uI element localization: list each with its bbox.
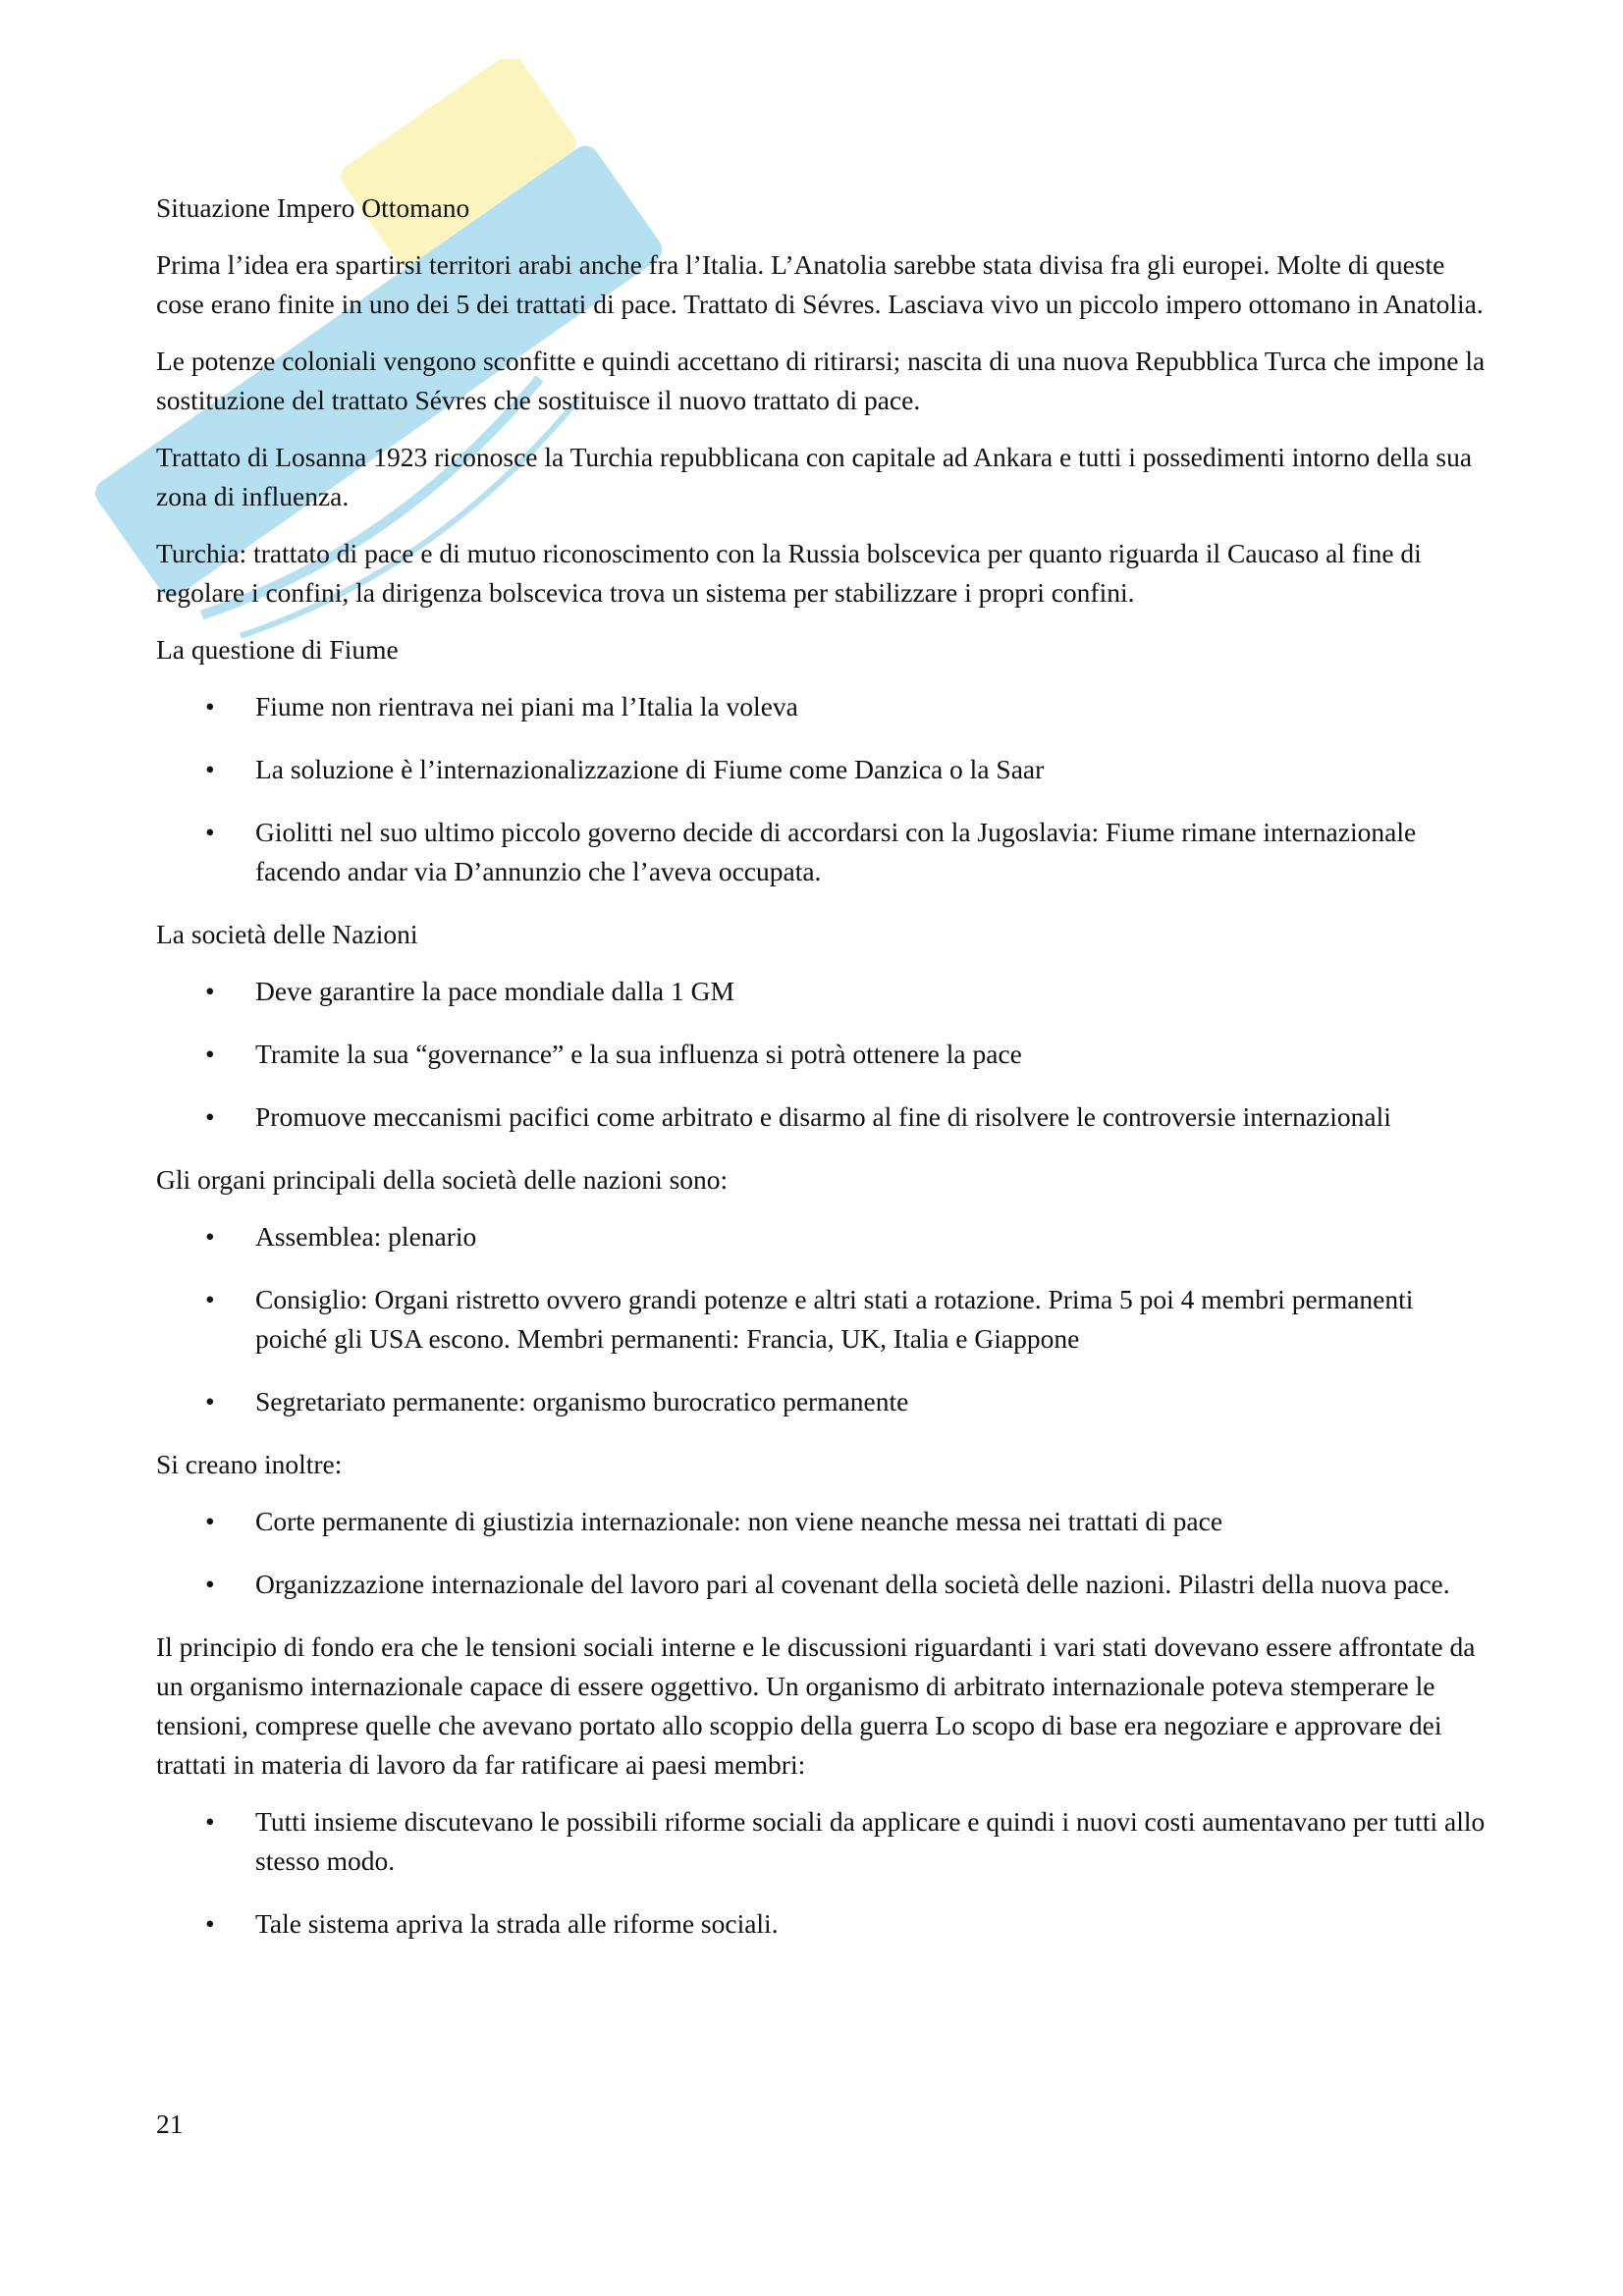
bullet-list (156, 972, 1487, 1137)
bullet-list (156, 1217, 1487, 1421)
bullet-icon: • (205, 1908, 215, 1939)
list-item (156, 687, 1487, 726)
list-item-text: Tramite la sua “governance” e la sua influenza si potrà ottenere la pace (255, 1039, 1022, 1069)
paragraph: Trattato di Losanna 1923 riconosce la Turchia repubblicana con capitale ad Ankara e tutti i possedimenti intorno della sua zona di influenza. (156, 442, 1473, 511)
list-item (156, 1904, 1487, 1944)
bullet-icon: • (205, 817, 215, 847)
bullet-icon: • (205, 1506, 215, 1536)
list-item-text: Consiglio: Organi ristretto ovvero grandi potenze e altri stati a rotazione. Prima 5 poi 4 membri permanenti poiché gli USA escono. Membri permanenti: Francia, UK, Italia e Giappone (255, 1284, 1414, 1354)
section-heading: Gli organi principali della società delle nazioni sono: (156, 1164, 729, 1195)
list-item (156, 1217, 1487, 1256)
bullet-icon: • (205, 1039, 215, 1069)
bullet-icon: • (205, 1221, 215, 1252)
bullet-list (156, 687, 1487, 891)
section-heading: Si creano inoltre: (156, 1449, 343, 1479)
paragraph: Il principio di fondo era che le tensioni sociali interne e le discussioni riguardanti i vari stati dovevano essere affrontate da un organismo internazionale capace di essere oggettivo. Un organismo di arbitrato internazionale poteva stemperare le tensioni, comprese quelle che avevano portato allo scoppio della guerra Lo scopo di base era negoziare e approvare dei trattati in materia di lavoro da far ratificare ai paesi membri: (156, 1631, 1476, 1780)
list-item (156, 750, 1487, 789)
paragraph: Le potenze coloniali vengono sconfitte e quindi accettano di ritirarsi; nascita di una nuova Repubblica Turca che impone la sostituzione del trattato Sévres che sostituisce il nuovo trattato di pace. (156, 346, 1486, 415)
list-item-text: La soluzione è l’internazionalizzazione di Fiume come Danzica o la Saar (255, 754, 1045, 784)
bullet-list (156, 1802, 1487, 1944)
bullet-icon: • (205, 1569, 215, 1599)
list-item (156, 813, 1487, 891)
bullet-icon: • (205, 1284, 215, 1314)
list-item (156, 1035, 1487, 1074)
list-item-text: Corte permanente di giustizia internazionale: non viene neanche messa nei trattati di pace (255, 1506, 1223, 1536)
list-item-text: Assemblea: plenario (255, 1221, 477, 1252)
list-item (156, 1502, 1487, 1541)
list-item (156, 1382, 1487, 1421)
bullet-icon: • (205, 691, 215, 721)
section-heading: La società delle Nazioni (156, 919, 418, 949)
list-item-text: Fiume non rientrava nei piani ma l’Italia la voleva (255, 691, 798, 721)
list-item-text: Tutti insieme discutevano le possibili riforme sociali da applicare e quindi i nuovi costi aumentavano per tutti allo stesso modo. (255, 1806, 1486, 1876)
section-heading: La questione di Fiume (156, 634, 399, 665)
paragraph: Turchia: trattato di pace e di mutuo riconoscimento con la Russia bolscevica per quanto riguarda il Caucaso al fine di regolare i confini, la dirigenza bolscevica trova un sistema per stabilizzare i propri confini. (156, 538, 1422, 608)
list-item-text: Tale sistema apriva la strada alle riforme sociali. (255, 1908, 779, 1939)
list-item-text: Deve garantire la pace mondiale dalla 1 GM (255, 976, 734, 1006)
bullet-icon: • (205, 976, 215, 1006)
bullet-icon: • (205, 1386, 215, 1416)
bullet-icon: • (205, 754, 215, 784)
list-item-text: Organizzazione internazionale del lavoro pari al covenant della società delle nazioni. Pilastri della nuova pace. (255, 1569, 1450, 1599)
bullet-icon: • (205, 1101, 215, 1132)
list-item (156, 1280, 1487, 1359)
page-number: 21 (156, 2109, 184, 2139)
bullet-list (156, 1502, 1487, 1604)
list-item (156, 972, 1487, 1011)
paragraph: Prima l’idea era spartirsi territori arabi anche fra l’Italia. L’Anatolia sarebbe stata divisa fra gli europei. Molte di queste cose erano finite in uno dei 5 dei trattati di pace. Trattato di Sévres. Lasciava vivo un piccolo impero ottomano in Anatolia. (156, 249, 1484, 319)
section-heading: Situazione Impero Ottomano (156, 192, 470, 223)
list-item (156, 1802, 1487, 1881)
document-body (156, 188, 1487, 1967)
list-item (156, 1565, 1487, 1604)
list-item-text: Giolitti nel suo ultimo piccolo governo decide di accordarsi con la Jugoslavia: Fiume rimane internazionale facendo andar via D’annunzio che l’aveva occupata. (255, 817, 1417, 886)
bullet-icon: • (205, 1806, 215, 1837)
list-item (156, 1097, 1487, 1137)
list-item-text: Segretariato permanente: organismo burocratico permanente (255, 1386, 909, 1416)
list-item-text: Promuove meccanismi pacifici come arbitrato e disarmo al fine di risolvere le controversie internazionali (255, 1101, 1391, 1132)
